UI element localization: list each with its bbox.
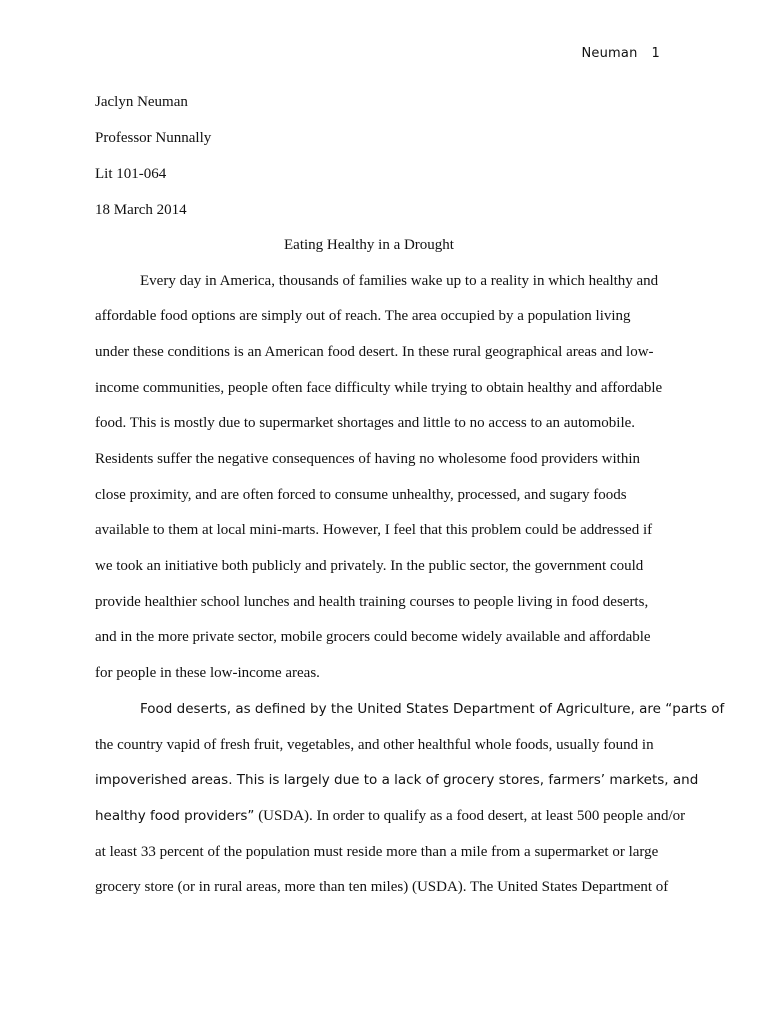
paragraph-2-line: the country vapid of fresh fruit, vegetables, and other healthful whole foods, usually found in [95,737,654,753]
quoted-text: healthy food providers” [95,808,255,824]
paragraph-1-line: available to them at local mini-marts. However, I feel that this problem could be addressed if [95,522,653,538]
paragraph-2-line: Food deserts, as defined by the United States Department of Agriculture, are “parts of [140,701,725,717]
instructor-name: Professor Nunnally [95,130,212,146]
essay-title: Eating Healthy in a Drought [284,237,454,253]
paragraph-1-line: close proximity, and are often forced to consume unhealthy, processed, and sugary foods [95,487,627,503]
header-page-number: 1 [651,46,660,61]
paragraph-1-line: Every day in America, thousands of families wake up to a reality in which healthy and [140,273,659,289]
paragraph-1-line: food. This is mostly due to supermarket shortages and little to no access to an automobile. [95,415,636,431]
paragraph-1-line: under these conditions is an American food desert. In these rural geographical areas and low- [95,344,654,360]
paragraph-2-line [95,807,685,825]
paragraph-1-line: income communities, people often face difficulty while trying to obtain healthy and affordable [95,380,663,396]
running-header [581,46,660,61]
paragraph-2-line: at least 33 percent of the population must reside more than a mile from a supermarket or large [95,844,659,860]
essay-date: 18 March 2014 [95,202,187,218]
paragraph-1-line: Residents suffer the negative consequences of having no wholesome food providers within [95,451,641,467]
paragraph-1-line: affordable food options are simply out of reach. The area occupied by a population living [95,308,631,324]
paragraph-2-line: impoverished areas. This is largely due to a lack of grocery stores, farmers’ markets, and [95,772,699,788]
paragraph-1-line: provide healthier school lunches and health training courses to people living in food deserts, [95,594,649,610]
paragraph-2-line: grocery store (or in rural areas, more than ten miles) (USDA). The United States Department of [95,879,669,895]
paragraph-1-line: we took an initiative both publicly and privately. In the public sector, the government could [95,558,644,574]
paragraph-1-line: and in the more private sector, mobile grocers could become widely available and affordable [95,629,651,645]
student-name: Jaclyn Neuman [95,94,188,110]
course-code: Lit 101-064 [95,166,167,182]
header-surname: Neuman [581,46,638,61]
paragraph-1-line: for people in these low-income areas. [95,665,320,681]
line-remainder: (USDA). In order to qualify as a food desert, at least 500 people and/or [254,808,686,824]
